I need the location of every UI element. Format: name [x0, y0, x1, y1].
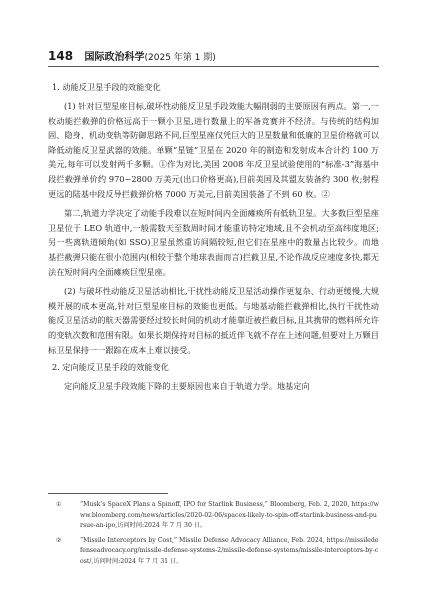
page-number: 148 — [48, 49, 74, 63]
footnotes — [48, 500, 379, 572]
body-text — [48, 78, 379, 399]
journal-title: 国际政治科学 — [84, 52, 145, 63]
paragraph-4: 定向能反卫星手段效能下降的主要原因也来自于轨道力学。地基定向 — [64, 381, 310, 392]
section-heading-1: 1. 动能反卫星手段的效能变化 — [52, 82, 161, 92]
section-heading-2: 2. 定向能反卫星手段的效能变化 — [52, 362, 169, 373]
footnote-marker: ② — [56, 536, 62, 544]
footnote-1 — [48, 500, 379, 532]
footnote-marker: ① — [56, 501, 62, 508]
running-header — [48, 48, 216, 63]
paragraph-1: (1) 针对巨型星座目标,破坏性动能反卫星手段效能大幅削弱的主要原因有两点。第一,一枚动能拦截弹的价格远高于一颗小卫星,进行数量上的军备竞赛并不经济。与传统的结构加固、隐身、机动变轨等防御思路不同,巨型星座仅凭巨大的卫星数量和低廉的卫星价格就可以降低动能反卫星武器的效能。单颗“星链”卫星在 2020 年的制造和发射成本合计约 100 万美元,每年可以发射两千多颗。①作为对比,美国 2008 年反卫星试验使用的“标准-3”海基中段拦截弹单价约 970~2800 万美元(出口价格更高),目前美国及其盟友装备约 300 枚;射程更远的陆基中段反导拦截弹价格 7000 万美元,目前美国装备了不到 60 枚。② — [48, 101, 379, 199]
footnote-rule — [48, 493, 168, 494]
footnote-text: “Missile Interceptors by Cost,” Missile Defense Advocacy Alliance, Feb. 2024, https://missiledefenseadvocacy.org/missile-defense-systems-2/missile-defense-systems/missile-interceptors-by-cost/,访问时间:2024 年 7 月 31 日。 — [80, 536, 379, 565]
footnote-2 — [48, 536, 379, 568]
journal-issue: (2025 年第 1 期) — [144, 53, 216, 63]
paragraph-2: 第二,轨道力学决定了动能手段难以在短时间内全面瘫痪所有低轨卫星。大多数巨型星座卫星位于 LEO 轨道中,一般需数天至数周时间才能重访特定地域,且不会机动至高纬度地区;另一些离轨道倾角(如 SSO)卫星虽然重访间隔较短,但它们在星座中的数量占比较少。而地基拦截弹只能在很小范围内(相较于整个地球表面而言)拦截卫星,不论作战反应速度多快,都无法在短时间内全面瘫痪巨型星座。 — [48, 208, 379, 277]
footnote-text: “Musk’s SpaceX Plans a Spinoff, IPO for Starlink Business,” Bloomberg, Feb. 2, 2020, https://www.bloomberg.com/news/articles/2020-02-06/spacex-likely-to-spin-off-starlink-business-and-pursue-an-ipo,访问时间:2024 年 7 月 30 日。 — [80, 501, 379, 530]
paragraph-3: (2) 与破坏性动能反卫星活动相比,干扰性动能反卫星活动操作更复杂、行动更缓慢,大规模开展的成本更高,针对巨型星座目标的效能也更低。与地基动能拦截弹相比,执行干扰性动能反卫星活动的航天器需要经过较长时间的机动才能靠近被拦截目标,且其携带的燃料所允许的变轨次数和范围有限。如果长期保持对目标的抵近伴飞就不存在上述问题,但要对上万颗目标卫星保持一一跟踪在成本上难以接受。 — [48, 286, 379, 355]
header-rule — [48, 66, 379, 67]
